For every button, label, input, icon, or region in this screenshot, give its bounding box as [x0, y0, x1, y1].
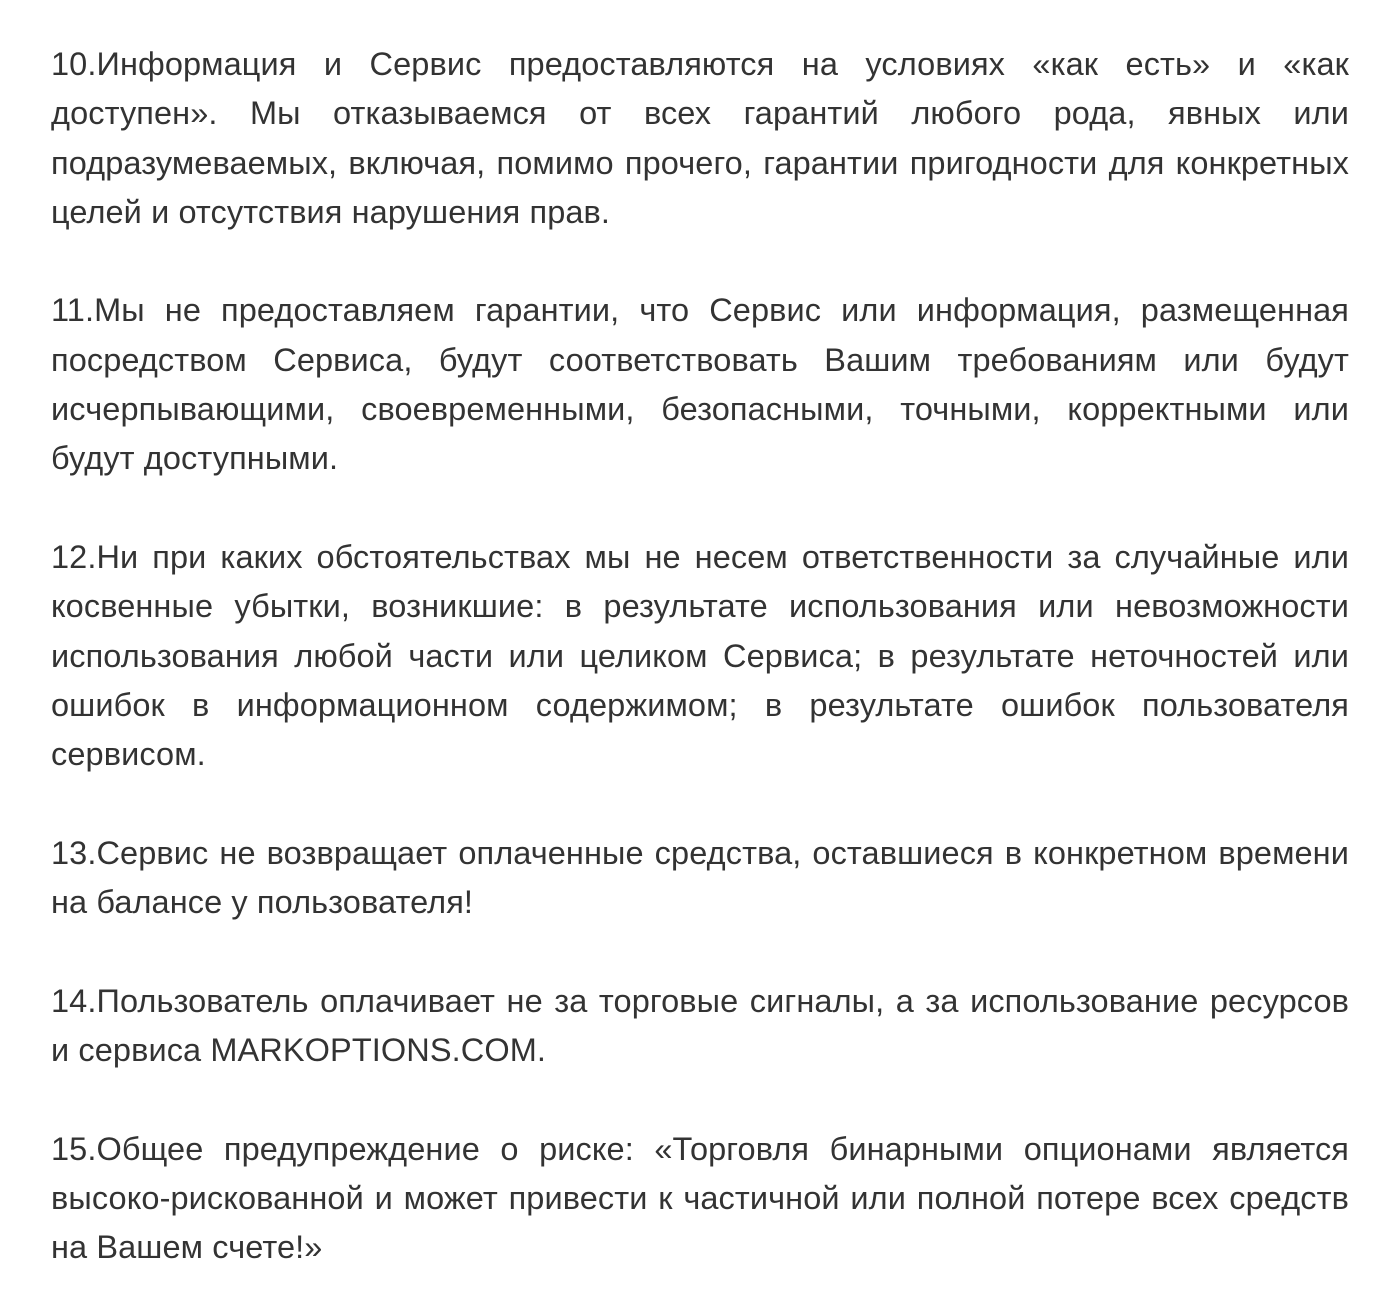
clause-15: [51, 1125, 1349, 1273]
clause-14: [51, 977, 1349, 1076]
clause-text: Сервис не возвращает оплаченные средства, оставшиеся в конкретном времени на балансе у пользователя!: [51, 834, 1349, 921]
clause-number: 13.: [51, 834, 97, 871]
clause-number: 15.: [51, 1130, 97, 1167]
clause-number: 14.: [51, 982, 97, 1019]
clause-number: 11.: [51, 292, 95, 329]
clause-text: Пользователь оплачивает не за торговые сигналы, а за использование ресурсов и сервиса MARKOPTIONS.COM.: [51, 982, 1349, 1068]
clause-13: [51, 829, 1349, 928]
clause-number: 12.: [51, 538, 97, 575]
clause-11: [51, 286, 1349, 483]
clause-text: Информация и Сервис предоставляются на условиях «как есть» и «как доступен». Мы отказываемся от всех гарантий любого рода, явных или подразумеваемых, включая, помимо прочего, гарантии пригодности для конкретных целей и отсутствия нарушения прав.: [51, 46, 1349, 230]
document-body: [51, 40, 1349, 1272]
clause-text: Мы не предоставляем гарантии, что Сервис или информация, размещенная посредством Сервиса, будут соответствовать Вашим требованиям или будут исчерпывающими, своевременными, безопасными, точными, корректными или будут доступными.: [51, 292, 1349, 477]
clause-number: 10.: [51, 46, 97, 82]
clause-10: [51, 40, 1349, 237]
clause-text: Общее предупреждение о риске: «Торговля бинарными опционами является высоко-рискованной и может привести к частичной или полной потере всех средств на Вашем счете!»: [51, 1130, 1349, 1266]
clause-text: Ни при каких обстоятельствах мы не несем ответственности за случайные или косвенные убытки, возникшие: в результате использования или невозможности использования любой части или целиком Сервиса; в результате неточностей или ошибок в информационном содержимом; в результате ошибок пользователя сервисом.: [51, 538, 1349, 773]
clause-12: [51, 533, 1349, 779]
